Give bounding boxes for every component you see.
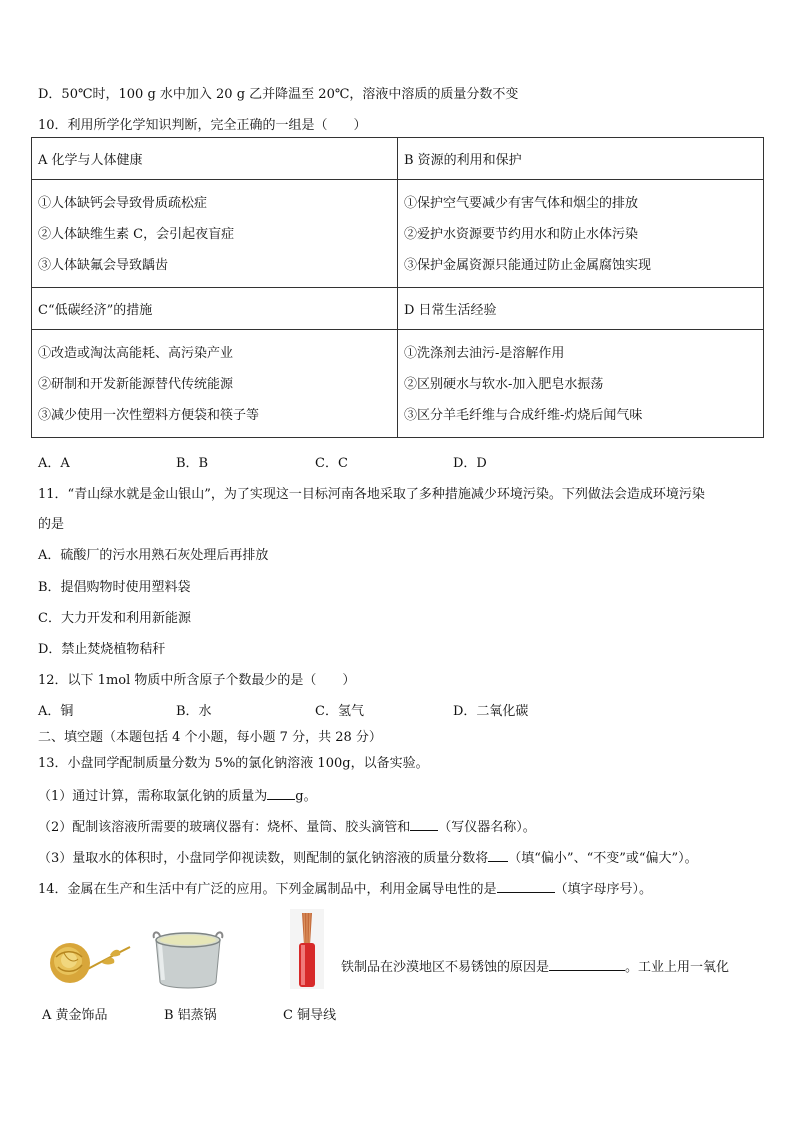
q9-option-d: D．50℃时，100 g 水中加入 20 g 乙并降温至 20℃，溶液中溶质的质量分数不变 [38, 87, 519, 102]
q12-option-c[interactable]: C．氢气 [315, 704, 364, 719]
cell-c-body [32, 330, 398, 438]
caption-a: A 黄金饰品 [42, 1008, 108, 1023]
q12-option-d[interactable]: D．二氧化碳 [453, 704, 529, 719]
cell-a-body [32, 180, 398, 288]
cell-a-line-3: ③人体缺氟会导致龋齿 [38, 258, 169, 273]
cell-b-line-2: ②爱护水资源要节约用水和防止水体污染 [404, 227, 639, 242]
q11-stem-line-2: 的是 [38, 517, 65, 532]
aluminum-pot-image [148, 924, 228, 994]
q14-side-text [341, 956, 729, 975]
cell-a-header: A 化学与人体健康 [32, 138, 398, 180]
cell-a-line-2: ②人体缺维生素 C，会引起夜盲症 [38, 227, 235, 242]
q13-part-2-tail: （写仪器名称）。 [438, 820, 536, 835]
cell-b-body [398, 180, 764, 288]
cell-a-line-1: ①人体缺钙会导致骨质疏松症 [38, 196, 208, 211]
cell-d-body [398, 330, 764, 438]
q10-option-c[interactable]: C．C [315, 456, 348, 471]
section-2-heading: 二、填空题（本题包括 4 个小题，每小题 7 分，共 28 分） [38, 730, 382, 745]
q11-option-c[interactable]: C．大力开发和利用新能源 [38, 611, 191, 626]
q14-answer-blank-1[interactable] [497, 880, 555, 893]
q12-stem: 12．以下 1mol 物质中所含原子个数最少的是（ ） [38, 673, 356, 688]
cell-c-line-3: ③减少使用一次性塑料方便袋和筷子等 [38, 408, 260, 423]
cell-d-header: D 日常生活经验 [398, 288, 764, 330]
q10-stem: 10．利用所学化学知识判断，完全正确的一组是（ ） [38, 118, 367, 133]
q13-part-2-text: （2）配制该溶液所需要的玻璃仪器有：烧杯、量筒、胶头滴管和 [38, 820, 411, 835]
q13-part-1-unit: g。 [295, 789, 317, 804]
q11-option-a[interactable]: A．硫酸厂的污水用熟石灰处理后再排放 [38, 548, 269, 563]
q13-part-1-text: （1）通过计算，需称取氯化钠的质量为 [38, 789, 268, 804]
q10-table [31, 137, 764, 438]
caption-b: B 铝蒸锅 [164, 1008, 217, 1023]
q13-answer-blank-2[interactable] [410, 818, 438, 831]
cell-c-line-2: ②研制和开发新能源替代传统能源 [38, 377, 234, 392]
cell-d-line-1: ①洗涤剂去油污-是溶解作用 [404, 346, 565, 361]
copper-wire-image [290, 909, 324, 989]
q11-stem-line-1: 11．“青山绿水就是金山银山”，为了实现这一目标河南各地采取了多种措施减少环境污染。下列做法会造成环境污染 [38, 487, 705, 502]
q14-side-text-a: 铁制品在沙漠地区不易锈蚀的原因是 [341, 960, 550, 975]
q13-part-3-tail: （填“偏小”、“不变”或“偏大”）。 [508, 851, 698, 866]
q13-answer-blank-1[interactable] [267, 787, 295, 800]
q10-option-a[interactable]: A．A [38, 456, 70, 471]
cell-d-line-2: ②区别硬水与软水-加入肥皂水振荡 [404, 377, 604, 392]
q14-stem [38, 878, 652, 897]
q10-option-b[interactable]: B．B [176, 456, 209, 471]
cell-c-line-1: ①改造或淘汰高能耗、高污染产业 [38, 346, 234, 361]
q13-part-1 [38, 785, 317, 804]
cell-d-line-3: ③区分羊毛纤维与合成纤维-灼烧后闻气味 [404, 408, 643, 423]
q14-stem-text: 14．金属在生产和生活中有广泛的应用。下列金属制品中，利用金属导电性的是 [38, 882, 497, 897]
q14-side-text-b: 。工业上用一氧化 [625, 960, 730, 975]
q13-answer-blank-3[interactable] [488, 849, 508, 862]
cell-b-header: B 资源的利用和保护 [398, 138, 764, 180]
q12-option-a[interactable]: A．铜 [38, 704, 74, 719]
q11-option-b[interactable]: B．提倡购物时使用塑料袋 [38, 580, 191, 595]
q10-option-d[interactable]: D．D [453, 456, 487, 471]
caption-c: C 铜导线 [283, 1008, 337, 1023]
q12-option-b[interactable]: B．水 [176, 704, 212, 719]
cell-c-header: C“低碳经济”的措施 [32, 288, 398, 330]
gold-rose-image [44, 933, 134, 993]
q13-stem: 13．小盘同学配制质量分数为 5%的氯化钠溶液 100g，以备实验。 [38, 756, 429, 771]
q13-part-2 [38, 816, 536, 835]
cell-b-line-3: ③保护金属资源只能通过防止金属腐蚀实现 [404, 258, 652, 273]
q14-answer-blank-2[interactable] [549, 958, 625, 971]
q14-stem-tail: （填字母序号）。 [554, 882, 653, 897]
q13-part-3-text: （3）量取水的体积时，小盘同学仰视读数，则配制的氯化钠溶液的质量分数将 [38, 851, 489, 866]
q11-option-d[interactable]: D．禁止焚烧植物秸秆 [38, 642, 166, 657]
cell-b-line-1: ①保护空气要减少有害气体和烟尘的排放 [404, 196, 639, 211]
q13-part-3 [38, 847, 698, 866]
